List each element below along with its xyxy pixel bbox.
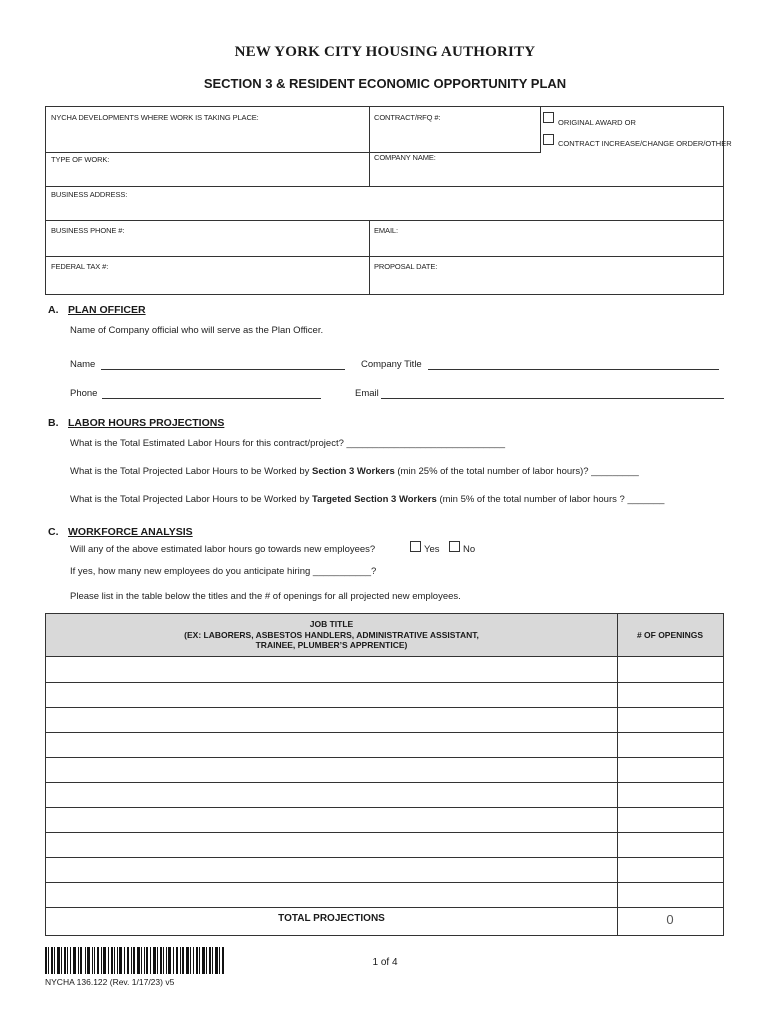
section3-hours-question[interactable] (70, 466, 639, 477)
job-title-header-line3: TRAINEE, PLUMBER’S APPRENTICE) (255, 640, 408, 650)
section-c-letter: C. (48, 526, 59, 538)
section3-hours-pre: What is the Total Projected Labor Hours to be Worked by (70, 466, 313, 477)
table-instruction: Please list in the table below the titles and the # of openings for all projected new employees. (70, 591, 461, 602)
total-projections-label: TOTAL PROJECTIONS (278, 913, 385, 924)
officer-email-label: Email (355, 388, 379, 399)
targeted-hours-post: (min 5% of the total number of labor hours ? _______ (436, 494, 665, 505)
job-title-cell[interactable] (46, 807, 617, 832)
form-code: NYCHA 136.122 (Rev. 1/17/23) v5 (45, 977, 175, 987)
openings-cell[interactable] (618, 682, 723, 707)
job-title-cell[interactable] (46, 757, 617, 782)
officer-email-input[interactable] (381, 398, 724, 399)
company-name-field[interactable]: COMPANY NAME: (374, 153, 436, 162)
business-address-field[interactable]: BUSINESS ADDRESS: (51, 190, 128, 199)
job-title-cell[interactable] (46, 882, 617, 907)
section-a-title: PLAN OFFICER (68, 304, 146, 316)
openings-cell[interactable] (618, 657, 723, 682)
openings-cell[interactable] (618, 882, 723, 907)
openings-cell[interactable] (618, 732, 723, 757)
openings-cell[interactable] (618, 757, 723, 782)
estimated-labor-hours-question[interactable]: What is the Total Estimated Labor Hours for this contract/project? ______________________________ (70, 438, 506, 449)
job-title-cell[interactable] (46, 682, 617, 707)
openings-cell[interactable] (618, 782, 723, 807)
openings-cell[interactable] (618, 857, 723, 882)
no-checkbox[interactable] (449, 541, 460, 552)
original-award-label: ORIGINAL AWARD OR (558, 118, 636, 127)
job-openings-table (45, 613, 724, 936)
contract-increase-checkbox[interactable] (543, 134, 554, 145)
email-field[interactable]: EMAIL: (374, 226, 398, 235)
officer-phone-label: Phone (70, 388, 98, 399)
openings-cell[interactable] (618, 832, 723, 857)
targeted-hours-question[interactable] (70, 494, 664, 505)
plan-officer-intro: Name of Company official who will serve as the Plan Officer. (70, 325, 324, 336)
job-title-cell[interactable] (46, 857, 617, 882)
yes-checkbox[interactable] (410, 541, 421, 552)
original-award-checkbox[interactable] (543, 112, 554, 123)
total-projections-value[interactable]: 0 (666, 912, 674, 927)
openings-cell[interactable] (618, 707, 723, 732)
yes-label: Yes (424, 544, 440, 555)
officer-name-label: Name (70, 359, 96, 370)
section-b-title: LABOR HOURS PROJECTIONS (68, 417, 225, 429)
proposal-date-field[interactable]: PROPOSAL DATE: (374, 262, 438, 271)
job-title-cell[interactable] (46, 657, 617, 682)
contract-info-grid (45, 106, 732, 295)
section3-workers-bold: Section 3 Workers (312, 466, 395, 477)
developments-field[interactable]: NYCHA DEVELOPMENTS WHERE WORK IS TAKING PLACE: (51, 113, 259, 122)
new-employees-question: Will any of the above estimated labor hours go towards new employees? (70, 544, 376, 555)
targeted-hours-pre: What is the Total Projected Labor Hours to be Worked by (70, 494, 313, 505)
plan-title: SECTION 3 & RESIDENT ECONOMIC OPPORTUNITY PLAN (203, 76, 567, 91)
job-title-header (46, 619, 617, 651)
job-title-cell[interactable] (46, 832, 617, 857)
officer-phone-input[interactable] (102, 398, 321, 399)
job-title-cell[interactable] (46, 782, 617, 807)
section-b-letter: B. (48, 417, 59, 429)
no-label: No (463, 544, 476, 555)
type-of-work-field[interactable]: TYPE OF WORK: (51, 155, 110, 164)
business-phone-field[interactable]: BUSINESS PHONE #: (51, 226, 125, 235)
officer-company-title-input[interactable] (428, 369, 719, 370)
job-title-header-line1: JOB TITLE (309, 619, 354, 629)
officer-company-title-label: Company Title (361, 359, 422, 370)
targeted-workers-bold: Targeted Section 3 Workers (312, 494, 437, 505)
contract-increase-label: CONTRACT INCREASE/CHANGE ORDER/OTHER (558, 139, 732, 148)
officer-name-input[interactable] (101, 369, 345, 370)
openings-cell[interactable] (618, 807, 723, 832)
section-c-title: WORKFORCE ANALYSIS (68, 526, 193, 538)
section-a-letter: A. (48, 304, 59, 316)
job-title-cell[interactable] (46, 732, 617, 757)
section3-hours-post: (min 25% of the total number of labor hours)? _________ (394, 466, 639, 477)
authority-title: NEW YORK CITY HOUSING AUTHORITY (234, 44, 536, 60)
job-table-header (46, 614, 723, 657)
page-number: 1 of 4 (372, 957, 398, 968)
contract-number-field[interactable]: CONTRACT/RFQ #: (374, 113, 441, 122)
federal-tax-field[interactable]: FEDERAL TAX #: (51, 262, 109, 271)
openings-header: # OF OPENINGS (636, 630, 704, 640)
new-employees-count-question[interactable]: If yes, how many new employees do you anticipate hiring ___________? (70, 566, 377, 577)
job-title-cell[interactable] (46, 707, 617, 732)
job-title-header-line2: (EX: LABORERS, ASBESTOS HANDLERS, ADMINISTRATIVE ASSISTANT, (184, 629, 479, 640)
